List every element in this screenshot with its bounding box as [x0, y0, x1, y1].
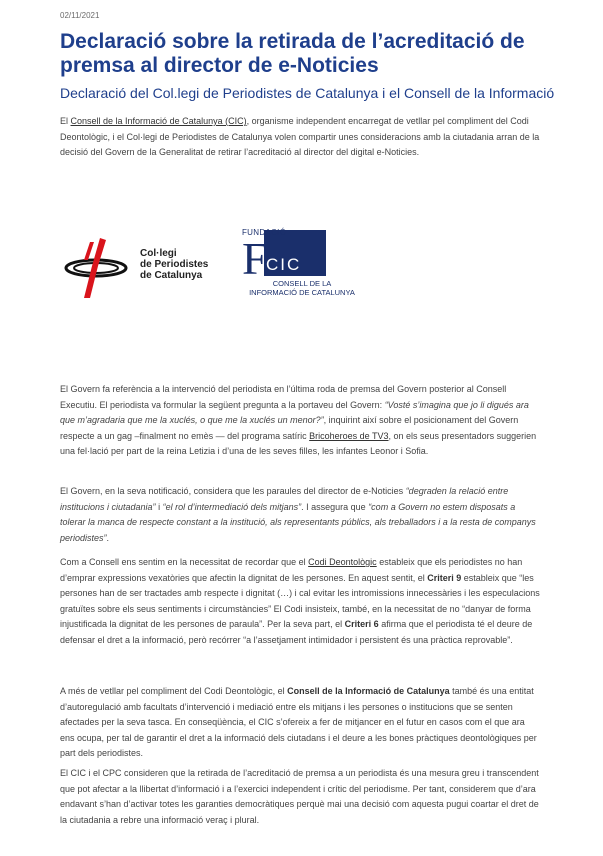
paragraph-4: A més de vetllar pel compliment del Codi Deontològic, el Consell de la Informació de Catalunya també és una entitat d’autoregulació amb facultats d’intervenció i mediació entre els mitjans i les persones o institucions que se senten afectades per la seva tasca. En conseqüència, el CIC s’ofereix a fer de mitjancer en el futur en casos com el que ara ens ocupa, per tal de garantir el dret a la informació dels ciutadans i el deure a les bones pràctiques deontològiques per part dels periodistes.	[60, 686, 537, 759]
link-bricoheroes[interactable]: Bricoheroes de TV3	[309, 430, 389, 441]
intro-paragraph: El Consell de la Informació de Catalunya (CIC), organisme independent encarregat de vetllar pel compliment del Codi Deontològic, i el Col·legi de Periodistes de Catalunya volen compartir unes consideracions amb la ciutadania arran de la decisió del Govern de la Generalitat de retirar l’acreditació al director del digital e-Noticies.	[60, 116, 540, 158]
article-subtitle: Declaració del Col.legi de Periodistes de Catalunya i el Consell de la Informació	[60, 85, 555, 101]
publish-date: 02/11/2021	[60, 11, 100, 20]
paragraph-3: Com a Consell ens sentim en la necessitat de recordar que el Codi Deontològic estableix que els periodistes no han d’emprar expressions vexatòries que afectin la dignitat de les persones. En aquest sentit, el Criteri 9 estableix que “les persones han de ser tractades amb respecte i dignitat (…) i cal evitar les intromissions innecessàries i les especulacions gratuïtes sobre els seus sentiments i circumstàncies” El Codi insisteix, també, en la necessitat de no “danyar de forma injustificada la dignitat de les persones de paraula”. Per la seva part, el Criteri 6 afirma que el periodista té el deure de defensar el dret a la informació, però recórrer “a l’assetjament intimidador i persistent és una pràctica reprovable”.	[60, 557, 540, 645]
link-cic[interactable]: Consell de la Informació de Catalunya (CIC)	[70, 116, 247, 126]
cic-logo-f: F	[242, 233, 268, 284]
cic-logo-subtitle: CONSELL DE LA INFORMACIÓ DE CATALUNYA	[249, 279, 355, 297]
cic-logo	[242, 228, 362, 302]
paragraph-5: El CIC i el CPC consideren que la retirada de l’acreditació de premsa a un periodista és una mesura greu i transcendent que pot afectar a la llibertat d’informació i a l’exercici independent i crític del periodisme. Per tant, considerem que d’ara endavant s’han d’activar totes les garanties democràtiques perquè mai una decisió com aquesta pugui coartar el dret de la ciutadania a rebre una informació veraç i plural.	[60, 768, 539, 825]
cpc-emblem-icon	[60, 236, 136, 300]
cic-fundacio-label: FUNDACIÓ	[242, 228, 287, 237]
logos-image	[60, 228, 360, 303]
paragraph-2: El Govern, en la seva notificació, considera que les paraules del director de e-Noticies “degraden la relació entre institucions i ciutadania” i “el rol d’intermediació dels mitjans”. I assegura que “com a Govern no estem disposats a tolerar la manca de respecte constant a la institució, als representants públics, als treballadors i a la resta de companys periodistes”.	[60, 486, 536, 543]
cic-logo-letters: CIC	[266, 255, 302, 274]
link-codi-deontologic[interactable]: Codi Deontològic	[308, 557, 377, 567]
cpc-name: Col·legi de Periodistes de Catalunya	[140, 248, 209, 281]
cpc-logo	[60, 236, 230, 296]
paragraph-1: El Govern fa referència a la intervenció del periodista en l’última roda de premsa del Govern posterior al Consell Executiu. El periodista va formular la següent pregunta a la portaveu del Govern: “Vosté s’imagina que jo li digués ara que m’agradaria que me la xuclés, o que me la xuclés un menor?”, inquirint així sobre el posicionament del Govern respecte a un gag –finalment no emès — del programa satíric Bricoheroes de TV3, on els seus presentadors suggerien una fel·lació per part de la reina Letizia i d’una de les seves filles, les infantes Leonor i Sofia.	[60, 384, 537, 457]
article-title: Declaració sobre la retirada de l’acreditació de premsa al director de e-Noticies	[60, 30, 525, 77]
